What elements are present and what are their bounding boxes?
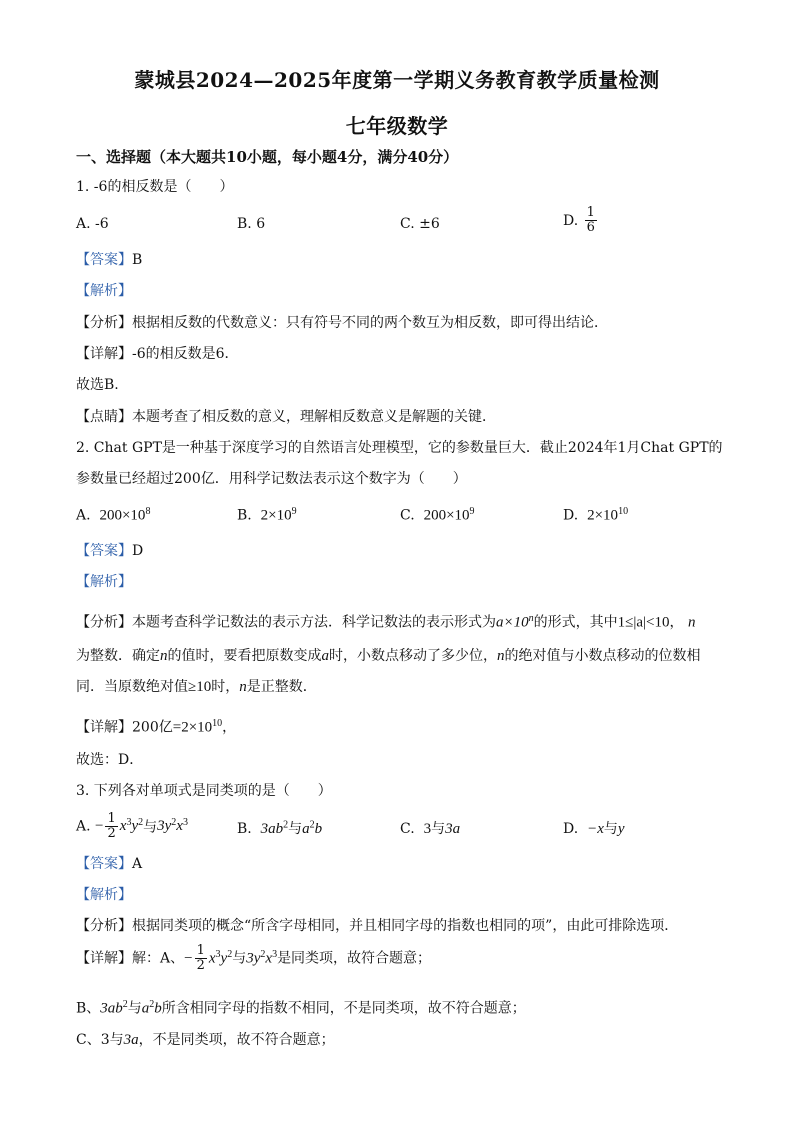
fenxi-text: 的形式，其中 xyxy=(533,614,618,631)
formula-exponent: 10 xyxy=(212,718,223,729)
variable-a: a xyxy=(321,648,329,664)
variable-n: n xyxy=(160,648,168,664)
connector: 与 xyxy=(603,821,618,837)
minus-sign: − xyxy=(184,950,193,967)
formula: a×10 xyxy=(496,614,529,631)
option-value: 200×10 xyxy=(99,507,146,524)
exponent: 2 xyxy=(122,999,128,1010)
numerator: 1 xyxy=(107,811,116,826)
q2-fenxi-line3 xyxy=(76,677,317,697)
q1-answer xyxy=(76,250,142,270)
connector: 与 xyxy=(232,950,247,967)
formula: =2×10 xyxy=(172,719,213,736)
term: b xyxy=(314,821,323,837)
q2-xiangjie xyxy=(76,714,236,738)
fenxi-tag: 【分析】 xyxy=(76,918,132,934)
connector: 与 xyxy=(431,821,446,837)
q2-stem-line2: 参数量已经超过200亿．用科学记数法表示这个数字为（ ） xyxy=(76,471,467,487)
exponent: 2 xyxy=(149,999,155,1010)
xiangjie-tag: 【详解】 xyxy=(76,950,132,967)
answer-value: B xyxy=(132,252,143,268)
q2-option-d xyxy=(563,506,628,525)
fenxi-tag: 【分析】 xyxy=(76,315,132,331)
term: x xyxy=(176,818,183,834)
term: y xyxy=(220,950,228,967)
q1-conclusion: 故选B. xyxy=(76,377,119,393)
variable-n: n xyxy=(239,679,247,695)
xiangjie-text: -6的相反数是6． xyxy=(132,346,239,362)
fenxi-text: 同．当原数绝对值 xyxy=(76,679,188,695)
term: a xyxy=(141,1000,150,1017)
q2-analysis-tag: 【解析】 xyxy=(76,574,132,590)
exponent: 3 xyxy=(126,816,132,828)
q1-option-c: C. ±6 xyxy=(400,216,440,232)
term: 3ab xyxy=(100,1000,123,1017)
fenxi-text: 根据同类项的概念“所含字母相同，并且相同字母的指数也相同的项”，由此可排除选项． xyxy=(132,918,679,934)
exponent: 2 xyxy=(171,816,177,828)
numerator: 1 xyxy=(196,943,205,958)
document-title: 蒙城县2024—2025年度第一学期义务教育教学质量检测 xyxy=(134,68,660,92)
option-exponent: 10 xyxy=(618,506,629,517)
q3-option-d xyxy=(563,818,625,838)
term: 3y xyxy=(246,950,261,967)
q3-line-b xyxy=(76,995,526,1019)
exponent: 3 xyxy=(182,816,188,828)
fenxi-text: 为整数．确定 xyxy=(76,648,160,664)
fenxi-text: 是正整数． xyxy=(246,679,317,695)
q1-option-d xyxy=(563,206,599,235)
term: x xyxy=(265,950,273,967)
q3-analysis-tag: 【解析】 xyxy=(76,887,132,903)
q1-stem: 1. -6的相反数是（ ） xyxy=(76,179,234,195)
xiangjie-tag: 【详解】 xyxy=(76,719,132,736)
term: 3ab xyxy=(260,821,284,837)
xiangjie-text: ， xyxy=(222,719,237,736)
option-label: A. xyxy=(76,507,91,524)
q3-fenxi xyxy=(76,916,678,936)
connector: 与 xyxy=(127,1000,142,1017)
option-label: A. xyxy=(76,818,91,835)
q3-stem: 3. 下列各对单项式是同类项的是（ ） xyxy=(76,783,332,799)
line-text: 所含相同字母的指数不相同，不是同类项，故不符合题意； xyxy=(161,1000,526,1017)
term: x xyxy=(119,818,127,834)
denominator: 2 xyxy=(196,958,205,973)
term: y xyxy=(131,818,139,834)
q1-xiangjie xyxy=(76,344,239,364)
fenxi-text: ， xyxy=(669,614,684,631)
q1-fenxi xyxy=(76,313,608,333)
option-label: D. xyxy=(563,821,579,837)
term: b xyxy=(154,1000,162,1017)
q2-fenxi-line2 xyxy=(76,646,701,666)
fenxi-text: 的绝对值与小数点移动的位数相 xyxy=(504,648,701,664)
line-text: ，不是同类项，故不符合题意； xyxy=(138,1032,335,1048)
term: 3a xyxy=(123,1032,139,1048)
answer-value: A xyxy=(132,856,143,872)
connector: 与 xyxy=(143,819,158,836)
condition: 1≤|a|<10 xyxy=(617,614,670,631)
q1-option-d-fraction xyxy=(585,206,597,235)
q2-option-c xyxy=(400,506,475,525)
q3-line-c xyxy=(76,1030,335,1050)
fenxi-text: 根据相反数的代数意义：只有符号不同的两个数互为相反数，即可得出结论． xyxy=(132,315,608,331)
option-label: C. xyxy=(400,507,415,524)
exponent: 2 xyxy=(283,819,289,831)
q3-option-c xyxy=(400,818,460,838)
xiangjie-text: 200亿 xyxy=(132,719,173,736)
term: y xyxy=(617,821,625,837)
option-value: 200×10 xyxy=(423,507,470,524)
connector: 与 xyxy=(288,821,303,837)
term: 3 xyxy=(423,821,432,837)
exponent: 3 xyxy=(215,948,221,960)
fenxi-text: 时， xyxy=(211,679,240,695)
condition: ≥10 xyxy=(188,679,212,695)
q1-option-a: A. -6 xyxy=(76,216,109,232)
exponent: 2 xyxy=(227,948,233,960)
q1-option-d-numerator: 1 xyxy=(586,205,595,220)
q1-dianjing xyxy=(76,407,496,427)
term: x xyxy=(208,950,216,967)
q3-option-b xyxy=(237,818,322,838)
q2-stem-line1: 2. Chat GPT是一种基于深度学习的自然语言处理模型，它的参数量巨大．截止2024年1月Chat GPT的 xyxy=(76,440,723,456)
q1-option-b: B. 6 xyxy=(237,216,266,232)
exponent: 2 xyxy=(260,948,266,960)
q1-analysis-tag: 【解析】 xyxy=(76,283,132,299)
term: a xyxy=(302,821,310,837)
exponent: 2 xyxy=(309,819,315,831)
term: −x xyxy=(587,821,604,837)
q1-option-d-denominator: 6 xyxy=(586,220,595,235)
q3-answer xyxy=(76,854,142,874)
q2-conclusion: 故选：D． xyxy=(76,752,144,768)
xiangjie-tag: 【详解】 xyxy=(76,346,132,362)
fenxi-text: 的值时，要看把原数变成 xyxy=(167,648,322,664)
q2-fenxi-line1 xyxy=(76,609,695,633)
q1-option-d-label: D. xyxy=(563,212,579,229)
fenxi-tag: 【分析】 xyxy=(76,614,132,631)
exponent: 3 xyxy=(272,948,278,960)
option-exponent: 8 xyxy=(145,506,151,517)
term: 3y xyxy=(157,818,172,834)
formula-exponent: n xyxy=(528,613,534,624)
q2-option-b xyxy=(237,506,297,525)
answer-tag: 【答案】 xyxy=(76,543,132,559)
xiangjie-text: 是同类项，故符合题意； xyxy=(277,950,432,967)
document-subtitle: 七年级数学 xyxy=(345,114,449,138)
option-value: 2×10 xyxy=(260,507,292,524)
q3-option-a xyxy=(76,812,188,841)
option-label: B. xyxy=(237,821,252,837)
variable-n: n xyxy=(497,648,505,664)
answer-tag: 【答案】 xyxy=(76,252,132,268)
q3-xiangjie xyxy=(76,944,431,973)
answer-value: D xyxy=(132,543,144,559)
option-exponent: 9 xyxy=(469,506,475,517)
option-label: C. xyxy=(400,821,415,837)
dianjing-tag: 【点睛】 xyxy=(76,409,132,425)
section-heading: 一、选择题（本大题共10小题，每小题4分，满分40分） xyxy=(76,148,459,166)
fraction xyxy=(105,812,117,841)
option-exponent: 9 xyxy=(291,506,297,517)
dianjing-text: 本题考查了相反数的意义，理解相反数意义是解题的关键． xyxy=(132,409,496,425)
fenxi-text: 本题考查科学记数法的表示方法．科学记数法的表示形式为 xyxy=(132,614,496,631)
option-value: 2×10 xyxy=(587,507,619,524)
line-text: C、3与 xyxy=(76,1032,124,1048)
q2-answer xyxy=(76,541,143,561)
minus-sign: − xyxy=(95,818,104,834)
term: 3a xyxy=(445,821,461,837)
fenxi-text: 时，小数点移动了多少位， xyxy=(329,648,497,664)
option-label: B. xyxy=(237,507,252,524)
exponent: 2 xyxy=(138,816,144,828)
fraction xyxy=(195,944,207,973)
xiangjie-text: 解：A、 xyxy=(132,950,185,967)
answer-tag: 【答案】 xyxy=(76,856,132,872)
q2-option-a xyxy=(76,506,150,525)
line-text: B、 xyxy=(76,1000,101,1017)
denominator: 2 xyxy=(107,826,116,841)
option-label: D. xyxy=(563,507,579,524)
variable-n: n xyxy=(687,614,696,631)
